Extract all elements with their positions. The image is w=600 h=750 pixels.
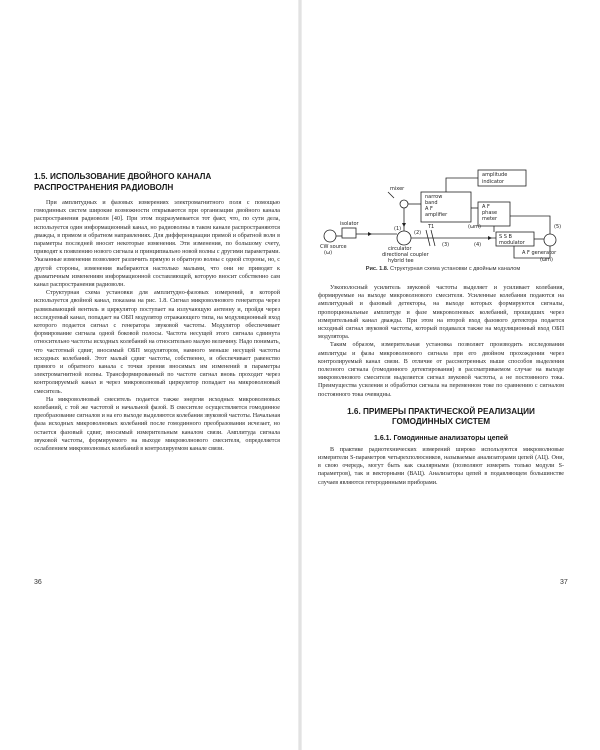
label-phase-line3: meter [482, 216, 498, 222]
label-node-4: (4) [474, 242, 482, 248]
label-omega: (ω) [324, 250, 333, 256]
right-text-column [318, 284, 564, 487]
label-isolator: isolator [340, 221, 359, 227]
isolator-box [342, 228, 356, 238]
label-omega-m: (ωm) [468, 224, 481, 230]
right-page [300, 0, 600, 750]
label-amplifier-line4: amplifier [425, 212, 448, 218]
paragraph: Структурная схема установки для амплитудно-фазовых измерений, в которой используется двойной канал, показана на рис. 1.8. Сигнал микроволнового генератора через развязывающий вентиль и циркулятор поступает на излучающую антенну и, пройдя через исследуемый канал, попадает на ОБП модулятор отражающего типа, на модуляционный вход которого подается сигнал с генератора звуковой частоты. Модулятор обеспечивает формирование сигнала одной боковой полосы. Частота несущей этого сигнала сдвинута относительно частоты исходных колебаний на относительно малую величину. Надо понимать, что частотный сдвиг, вносимый ОБП модулятором, намного меньше несущей частоты исходных колебаний. Этот малый сдвиг частоты, собственно, и обеспечивает равенство прямого и обратного канала с точки зрения вносимых им изменений в параметры электромагнитной волны. Трансформированный по частоте сигнал вновь проходит через контролируемый канал и через микроволновый циркулятор попадает на микроволновый смеситель. [34, 290, 280, 395]
label-cw-source: CW source [320, 244, 347, 250]
label-mixer: mixer [390, 186, 405, 192]
label-amplifier-line1: narrow [425, 194, 443, 200]
left-text-column [34, 172, 280, 453]
figure-caption [318, 266, 568, 273]
label-amplitude: amplitude [482, 172, 508, 178]
label-ssb: S S B [499, 234, 512, 240]
section-heading-1-5 [34, 172, 280, 193]
label-modulator: modulator [499, 240, 525, 246]
paragraph: Таким образом, измерительная установка позволяет производить исследования амплитуды и фазы микроволнового сигнала при его двойном прохождении через контролируемый канал связи. В отличие от рассмотренных выше способов выделения полезного сигнала (гомодинного детектирования) в рассматриваемом случае на выходе микроволнового смесителя выделяется сигнал звуковой частоты, а не постоянного тока. Преимущества усиления и обработки сигнала на переменном токе по сравнению с сигналом постоянного тока очевидны. [318, 342, 564, 398]
paragraph: На микроволновый смеситель подается также энергия исходных микроволновых колебаний, с той же частотой и начальной фазой. В смесителе осуществляется гомодинное преобразование сигналов и на его выходе выделяются колебания звуковой частоты. Начальная фаза исходных микроволновых колебаний после гомодинного преобразования исчезает, но остается фазовый сдвиг, вносимый измерительным каналом связи. Амплитуда сигнала звуковой частоты, формируемого на выходе микроволнового смесителя, определяется ослаблением микроволновых колебаний в контролируемом канале связи. [34, 396, 280, 453]
section-title: ПРИМЕРЫ ПРАКТИЧЕСКОЙ РЕАЛИЗАЦИИ ГОМОДИННЫХ СИСТЕМ [363, 406, 535, 427]
label-node-2: (2) [414, 230, 422, 236]
page-number: 37 [560, 579, 568, 586]
label-directional-coupler: directional coupler [382, 252, 429, 258]
label-t1: T1 [428, 224, 435, 230]
page-number: 36 [34, 579, 42, 586]
subsection-heading: 1.6.1. Гомодинные анализаторы цепей [373, 434, 509, 442]
cw-source-symbol [324, 230, 336, 242]
paragraph: Узкополосный усилитель звуковой частоты выделяет и усиливает колебания, формируемые на выходе микроволнового смесителя. Усиленные колебания подаются на амплитудный и фазовый детекторы, на выходе которых формируются сигналы, пропорциональные амплитуде и фазе микроволновых колебаний, прошедших через измерительный канал дважды. При этом на второй вход фазового детектора подается исходный сигнал звуковой частоты, который подавался также на модуляционный вход ОБП модулятора. [318, 285, 564, 341]
label-node-1: (1) [394, 226, 402, 232]
label-node-3: (3) [442, 242, 450, 248]
label-af-generator-omega: (ωm) [540, 257, 553, 263]
section-number: 1.6. [347, 406, 361, 416]
section-title: ИСПОЛЬЗОВАНИЕ ДВОЙНОГО КАНАЛА РАСПРОСТРАНЕНИЯ РАДИОВОЛН [34, 172, 212, 192]
label-hybrid-tee: hybrid tee [388, 258, 414, 264]
section-heading-1-6 [318, 407, 564, 428]
label-amplifier-line2: band [425, 200, 438, 206]
label-node-5: (5) [554, 224, 562, 230]
caption-label: Рис. 1.8. [365, 266, 389, 272]
label-amplifier-line3: A F [425, 206, 433, 212]
circulator-symbol [397, 231, 411, 245]
label-phase-line2: phase [482, 210, 498, 216]
label-indicator: indicator [482, 179, 505, 185]
paragraph: В практике радиотехнических измерений широко используются микроволновые измерители S-параметров четырехполюсников, называемые анализаторами цепей (АЦ). Они, в свою очередь, могут быть как скалярными (позволяют измерять только модули S-параметров), так и векторными (ВАЦ). Анализаторы цепей в подавляющем большинстве случаев являются гетеродинными приборами. [318, 446, 564, 486]
figure-block-diagram [318, 168, 568, 276]
block-diagram [318, 168, 568, 266]
caption-text: Структурная схема установки с двойным каналом [390, 266, 521, 272]
mixer-symbol [400, 200, 408, 208]
label-af-generator: A F generator [522, 250, 557, 256]
af-generator-symbol [544, 234, 556, 246]
label-circulator: circulator [388, 246, 412, 252]
section-number: 1.5. [34, 172, 48, 181]
label-phase-line1: A F [482, 204, 490, 210]
paragraph: При амплитудных и фазовых измерениях электромагнитного поля с помощью гомодинных систем широкие возможности открываются при организации двойного канала распространения радиоволн [40]. При этом подразумевается тот факт, что, по сути дела, используется один информационный канал, но радиоволны в таком канале распространяются дважды, в прямом и обратном направлениях. Для дифференциации прямой и обратной волн в параметры последней вносят некоторые изменения. Эти изменения, по большому счету, приводят к появлению нового сигнала и принципиально новой волны с другими параметрами. Указанные изменения позволяют различить прямую и обратную волны с одной стороны, но, с другой стороны, изменения выбираются настолько малыми, что они не приводят к драматичным изменениям информационной составляющей, которую вносит собственно сам канал распространения радиоволн. [34, 200, 280, 289]
